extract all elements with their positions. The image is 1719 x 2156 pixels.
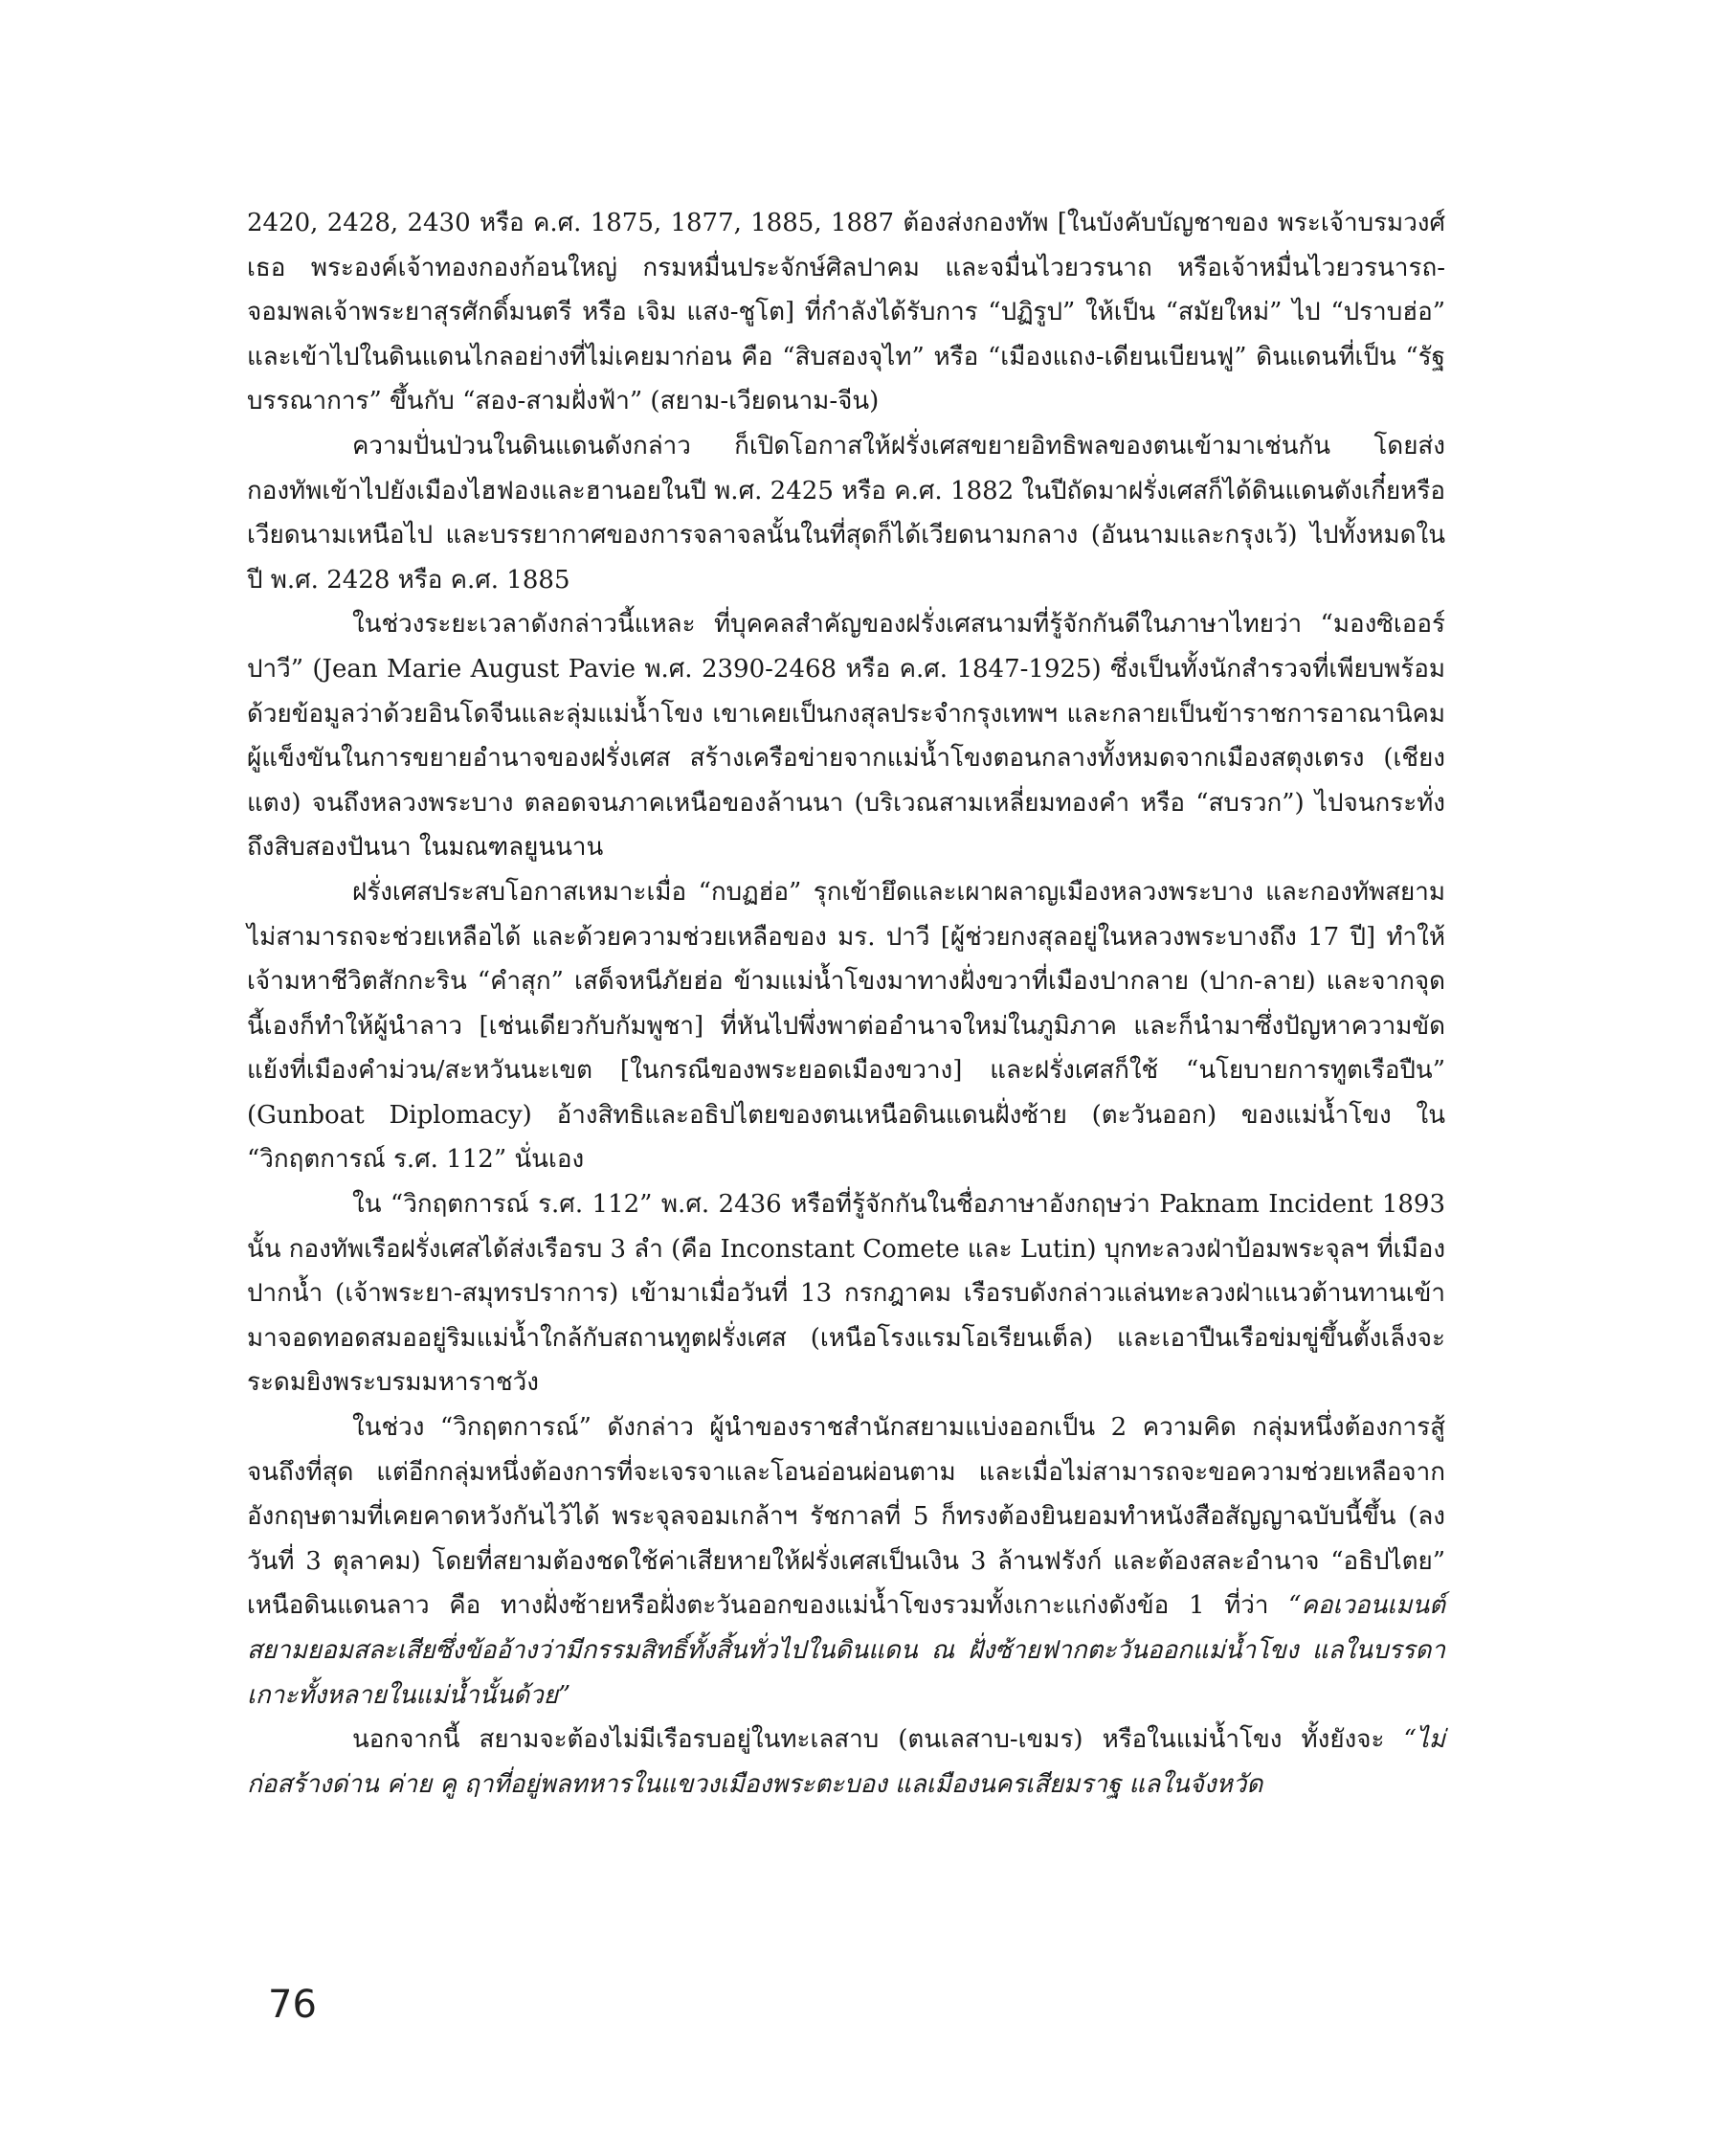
quoted-text: “คอเวอนเมนต์สยามยอมสละเสียซึ่งข้ออ้างว่ามีกรรมสิทธิ์ทั้งสิ้นทั่วไปในดินแดน ณ ฝั่งซ้ายฟากตะวันออกแม่น้ำโขง แลในบรรดาเกาะทั้งหลายในแม่น้ำนั้นด้วย” xyxy=(247,1591,1445,1710)
paragraph xyxy=(247,602,1445,870)
paragraph xyxy=(247,201,1445,424)
paragraph-text: ความปั่นป่วนในดินแดนดังกล่าว ก็เปิดโอกาสให้ฝรั่งเศสขยายอิทธิพลของตนเข้ามาเช่นกัน โดยส่งกองทัพเข้าไปยังเมืองไฮฟองและฮานอยในปี พ.ศ. 2425 หรือ ค.ศ. 1882 ในปีถัดมาฝรั่งเศสก็ได้ดินแดนตังเกี๋ยหรือเวียดนามเหนือไป และบรรยากาศของการจลาจลนั้นในที่สุดก็ได้เวียดนามกลาง (อันนามและกรุงเว้) ไปทั้งหมดในปี พ.ศ. 2428 หรือ ค.ศ. 1885 xyxy=(247,431,1445,595)
paragraph xyxy=(247,870,1445,1182)
paragraph-text: นอกจากนี้ สยามจะต้องไม่มีเรือรบอยู่ในทะเลสาบ (ตนเลสาบ-เขมร) หรือในแม่น้ำโขง ทั้งยังจะ xyxy=(352,1725,1404,1755)
paragraph-text: ในช่วง “วิกฤตการณ์” ดังกล่าว ผู้นำของราชสำนักสยามแบ่งออกเป็น 2 ความคิด กลุ่มหนึ่งต้องการสู้จนถึงที่สุด แต่อีกกลุ่มหนึ่งต้องการที่จะเจรจาและโอนอ่อนผ่อนตาม และเมื่อไม่สามารถจะขอความช่วยเหลือจากอังกฤษตามที่เคยคาดหวังกันไว้ได้ พระจุลจอมเกล้าฯ รัชกาลที่ 5 ก็ทรงต้องยินยอมทำหนังสือสัญญาฉบับนี้ขึ้น (ลงวันที่ 3 ตุลาคม) โดยที่สยามต้องชดใช้ค่าเสียหายให้ฝรั่งเศสเป็นเงิน 3 ล้านฟรังก์ และต้องสละอำนาจ “อธิปไตย” เหนือดินแดนลาว คือ ทางฝั่งซ้ายหรือฝั่งตะวันออกของแม่น้ำโขงรวมทั้งเกาะแก่งดังข้อ 1 ที่ว่า xyxy=(247,1413,1445,1621)
paragraph xyxy=(247,1182,1445,1405)
paragraph-text: ใน “วิกฤตการณ์ ร.ศ. 112” พ.ศ. 2436 หรือที่รู้จักกันในชื่อภาษาอังกฤษว่า Paknam Incident 1893 นั้น กองทัพเรือฝรั่งเศสได้ส่งเรือรบ 3 ลำ (คือ Inconstant Comete และ Lutin) บุกทะลวงฝ่าป้อมพระจุลฯ ที่เมืองปากน้ำ (เจ้าพระยา-สมุทรปราการ) เข้ามาเมื่อวันที่ 13 กรกฎาคม เรือรบดังกล่าวแล่นทะลวงฝ่าแนวต้านทานเข้ามาจอดทอดสมออยู่ริมแม่น้ำใกล้กับสถานทูตฝรั่งเศส (เหนือโรงแรมโอเรียนเต็ล) และเอาปืนเรือข่มขู่ขึ้นตั้งเล็งจะระดมยิงพระบรมมหาราชวัง xyxy=(247,1190,1446,1398)
page-number: 76 xyxy=(268,1983,317,2027)
paragraph xyxy=(247,424,1445,602)
body-text xyxy=(247,201,1445,1807)
paragraph-text: ในช่วงระยะเวลาดังกล่าวนี้แหละ ที่บุคคลสำคัญของฝรั่งเศสนามที่รู้จักกันดีในภาษาไทยว่า “มองซิเออร์ปาวี” (Jean Marie August Pavie พ.ศ. 2390-2468 หรือ ค.ศ. 1847-1925) ซึ่งเป็นทั้งนักสำรวจที่เพียบพร้อมด้วยข้อมูลว่าด้วยอินโดจีนและลุ่มแม่น้ำโขง เขาเคยเป็นกงสุลประจำกรุงเทพฯ และกลายเป็นข้าราชการอาณานิคมผู้แข็งขันในการขยายอำนาจของฝรั่งเศส สร้างเครือข่ายจากแม่น้ำโขงตอนกลางทั้งหมดจากเมืองสตุงเตรง (เชียงแตง) จนถึงหลวงพระบาง ตลอดจนภาคเหนือของล้านนา (บริเวณสามเหลี่ยมทองคำ หรือ “สบรวก”) ไปจนกระทั่งถึงสิบสองปันนา ในมณฑลยูนนาน xyxy=(247,610,1445,863)
quoted-text: “ไม่ก่อสร้างด่าน ค่าย คู ฤาที่อยู่พลทหารในแขวงเมืองพระตะบอง แลเมืองนครเสียมราฐ แลในจังหวัด xyxy=(247,1725,1445,1799)
paragraph xyxy=(247,1405,1445,1718)
paragraph-text: ฝรั่งเศสประสบโอกาสเหมาะเมื่อ “กบฏฮ่อ” รุกเข้ายึดและเผาผลาญเมืองหลวงพระบาง และกองทัพสยามไม่สามารถจะช่วยเหลือได้ และด้วยความช่วยเหลือของ มร. ปาวี [ผู้ช่วยกงสุลอยู่ในหลวงพระบางถึง 17 ปี] ทำให้เจ้ามหาชีวิตสักกะริน “คำสุก” เสด็จหนีภัยฮ่อ ข้ามแม่น้ำโขงมาทางฝั่งขวาที่เมืองปากลาย (ปาก-ลาย) และจากจุดนี้เองก็ทำให้ผู้นำลาว [เช่นเดียวกับกัมพูชา] ที่หันไปพึ่งพาต่ออำนาจใหม่ในภูมิภาค และก็นำมาซึ่งปัญหาความขัดแย้งที่เมืองคำม่วน/สะหวันนะเขต [ในกรณีของพระยอดเมืองขวาง] และฝรั่งเศสก็ใช้ “นโยบายการทูตเรือปืน” (Gunboat Diplomacy) อ้างสิทธิและอธิปไตยของตนเหนือดินแดนฝั่งซ้าย (ตะวันออก) ของแม่น้ำโขง ใน “วิกฤตการณ์ ร.ศ. 112” นั่นเอง xyxy=(247,877,1445,1175)
paragraph-text: 2420, 2428, 2430 หรือ ค.ศ. 1875, 1877, 1885, 1887 ต้องส่งกองทัพ [ในบังคับบัญชาของ พระเจ้าบรมวงศ์เธอ พระองค์เจ้าทองกองก้อนใหญ่ กรมหมื่นประจักษ์ศิลปาคม และจมื่นไวยวรนาถ หรือเจ้าหมื่นไวยวรนารถ-จอมพลเจ้าพระยาสุรศักดิ์มนตรี หรือ เจิม แสง-ชูโต] ที่กำลังได้รับการ “ปฏิรูป” ให้เป็น “สมัยใหม่” ไป “ปราบฮ่อ” และเข้าไปในดินแดนไกลอย่างที่ไม่เคยมาก่อน คือ “สิบสองจุไท” หรือ “เมืองแถง-เดียนเบียนฟู” ดินแดนที่เป็น “รัฐบรรณาการ” ขึ้นกับ “สอง-สามฝั่งฟ้า” (สยาม-เวียดนาม-จีน) xyxy=(247,209,1445,416)
paragraph xyxy=(247,1718,1445,1807)
